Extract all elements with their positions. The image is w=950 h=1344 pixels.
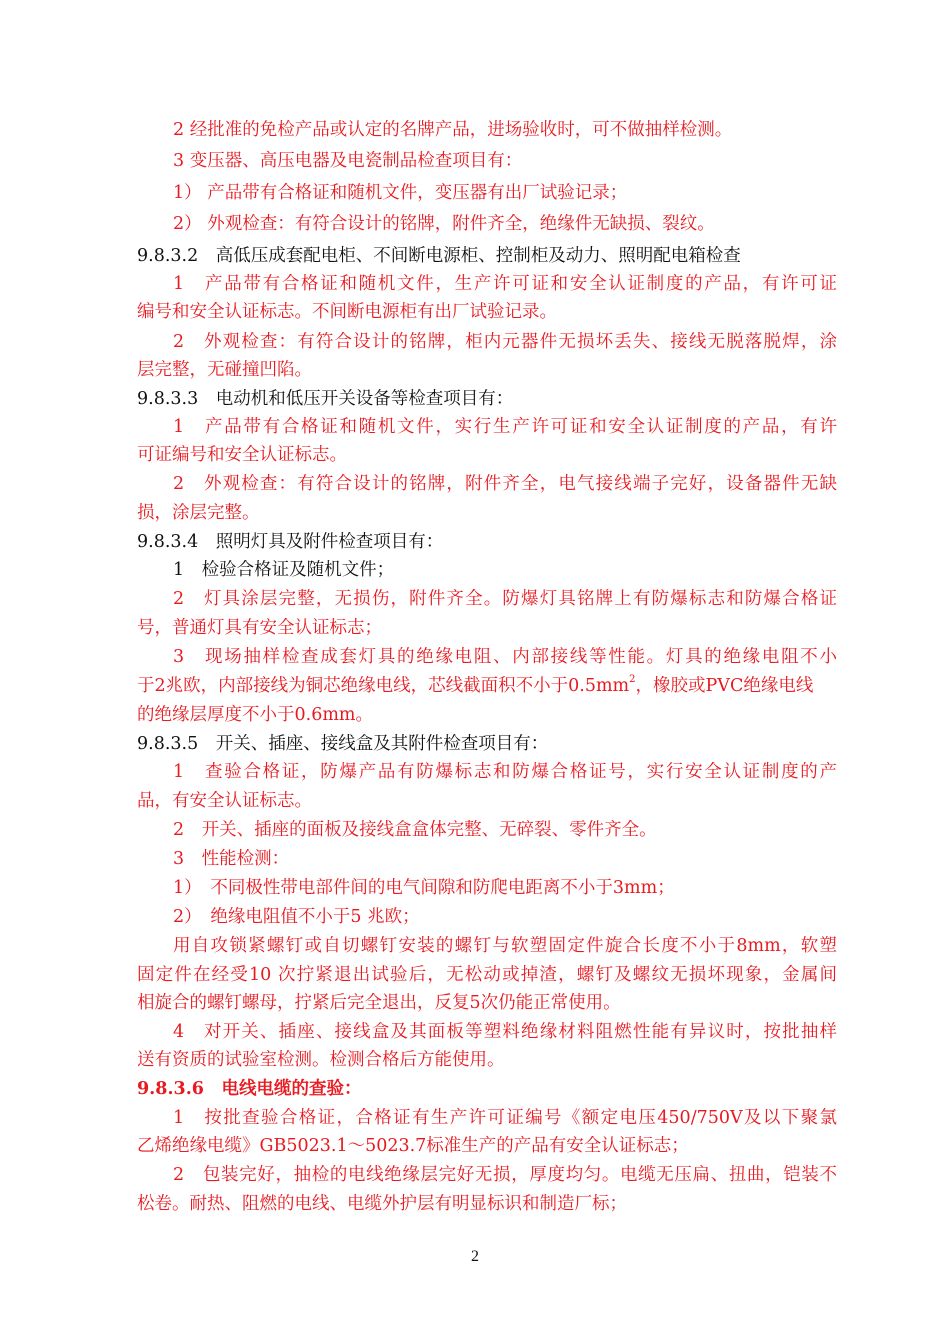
paragraph-line: 品，有安全认证标志。: [137, 791, 312, 811]
paragraph-line: 1 检验合格证及随机文件；: [173, 560, 395, 580]
paragraph-line: 3 现场抽样检查成套灯具的绝缘电阻、内部接线等性能。灯具的绝缘电阻不小: [173, 647, 837, 667]
paragraph-line: 乙烯绝缘电缆》GB5023.1～5023.7标准生产的产品有安全认证标志；: [137, 1136, 689, 1156]
paragraph-line: 的绝缘层厚度不小于0.6mm。: [137, 705, 374, 725]
page-number: 2: [471, 1248, 479, 1265]
paragraph-line: 用自攻锁紧螺钉或自切螺钉安装的螺钉与软塑固定件旋合长度不小于8mm，软塑: [173, 936, 837, 956]
paragraph-line: 1 查验合格证，防爆产品有防爆标志和防爆合格证号，实行安全认证制度的产: [173, 762, 837, 782]
section-heading-9-8-3-3: 9.8.3.3 电动机和低压开关设备等检查项目有：: [137, 389, 514, 409]
paragraph-line: 相旋合的螺钉螺母，拧紧后完全退出，反复5次仍能正常使用。: [137, 993, 621, 1013]
paragraph-line: 号，普通灯具有安全认证标志；: [137, 618, 382, 638]
superscript: 2: [629, 674, 636, 685]
paragraph-line: 2） 绝缘电阻值不小于5 兆欧；: [173, 907, 420, 927]
paragraph-line: 4 对开关、插座、接线盒及其面板等塑料绝缘材料阻燃性能有异议时，按批抽样: [173, 1022, 837, 1042]
section-heading-9-8-3-2: 9.8.3.2 高低压成套配电柜、不间断电源柜、控制柜及动力、照明配电箱检查: [137, 246, 741, 266]
paragraph-line: 2 外观检查：有符合设计的铭牌，附件齐全，电气接线端子完好，设备器件无缺: [173, 474, 837, 494]
paragraph-line: 1 产品带有合格证和随机文件，生产许可证和安全认证制度的产品，有许可证: [173, 274, 837, 294]
paragraph-line: 层完整，无碰撞凹陷。: [137, 360, 312, 380]
paragraph-line: 1） 产品带有合格证和随机文件，变压器有出厂试验记录；: [173, 183, 628, 203]
paragraph-line: [137, 674, 837, 698]
section-heading-9-8-3-5: 9.8.3.5 开关、插座、接线盒及其附件检查项目有：: [137, 734, 549, 754]
paragraph-line: 送有资质的试验室检测。检测合格后方能使用。: [137, 1050, 505, 1070]
paragraph-line: 2 经批准的免检产品或认定的名牌产品，进场验收时，可不做抽样检测。: [173, 120, 733, 140]
paragraph-line: 固定件在经受10 次拧紧退出试验后，无松动或掉渣，螺钉及螺纹无损坏现象，金属间: [137, 965, 837, 985]
paragraph-line: 3 性能检测：: [173, 849, 290, 869]
paragraph-line: 3 变压器、高压电器及电瓷制品检查项目有：: [173, 151, 523, 171]
paragraph-line: 可证编号和安全认证标志。: [137, 445, 347, 465]
section-heading-9-8-3-6: 9.8.3.6 电线电缆的查验：: [137, 1079, 362, 1099]
paragraph-line: 1 按批查验合格证，合格证有生产许可证编号《额定电压450/750V及以下聚氯: [173, 1108, 837, 1128]
line-text: ，橡胶或PVC绝缘电线: [635, 676, 814, 696]
paragraph-line: 损，涂层完整。: [137, 503, 260, 523]
paragraph-line: 松卷。耐热、阻燃的电线、电缆外护层有明显标识和制造厂标；: [137, 1194, 627, 1214]
paragraph-line: 2 外观检查：有符合设计的铭牌，柜内元器件无损坏丢失、接线无脱落脱焊，涂: [173, 332, 837, 352]
section-heading-9-8-3-4: 9.8.3.4 照明灯具及附件检查项目有：: [137, 532, 444, 552]
paragraph-line: 2 灯具涂层完整，无损伤，附件齐全。防爆灯具铭牌上有防爆标志和防爆合格证: [173, 589, 837, 609]
paragraph-line: 2 包装完好，抽检的电线绝缘层完好无损，厚度均匀。电缆无压扁、扭曲，铠装不: [173, 1165, 837, 1185]
paragraph-line: 1） 不同极性带电部件间的电气间隙和防爬电距离不小于3mm；: [173, 878, 675, 898]
paragraph-line: 2 开关、插座的面板及接线盒盒体完整、无碎裂、零件齐全。: [173, 820, 657, 840]
paragraph-line: 1 产品带有合格证和随机文件，实行生产许可证和安全认证制度的产品，有许: [173, 417, 837, 437]
paragraph-line: 编号和安全认证标志。不间断电源柜有出厂试验记录。: [137, 302, 557, 322]
line-text: 于2兆欧，内部接线为铜芯绝缘电线，芯线截面积不小于0.5mm: [137, 676, 630, 696]
paragraph-line: 2） 外观检查：有符合设计的铭牌，附件齐全，绝缘件无缺损、裂纹。: [173, 214, 715, 234]
